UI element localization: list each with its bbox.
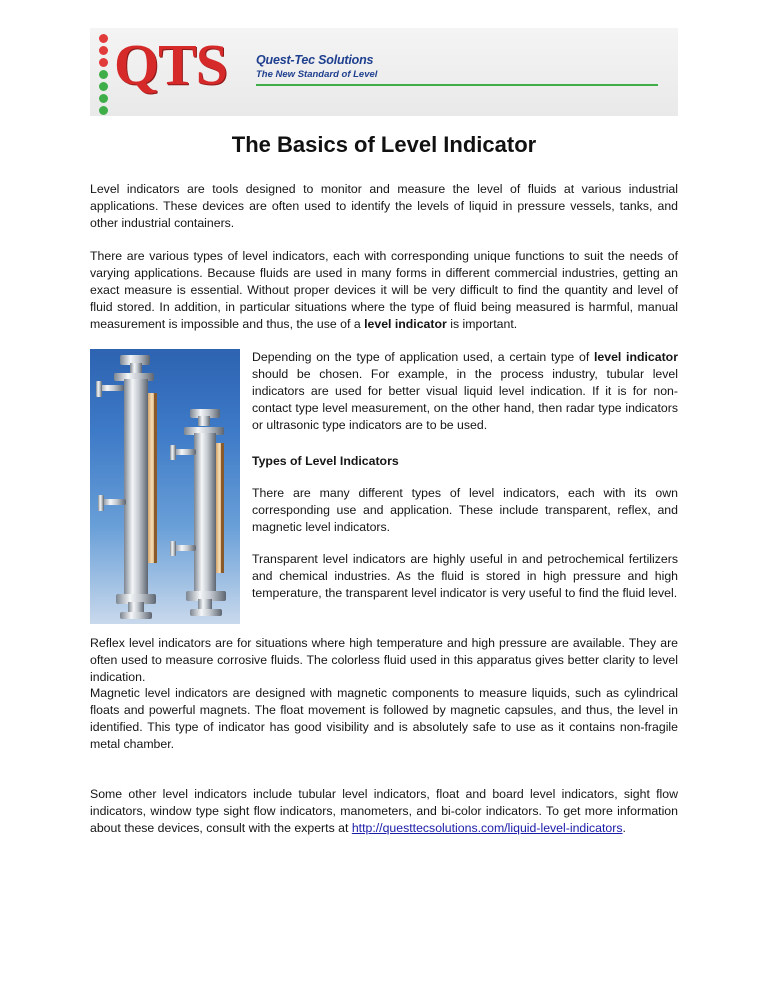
company-name: Quest-Tec Solutions (256, 53, 374, 67)
green-dot-icon (99, 106, 108, 115)
green-dot-icon (99, 94, 108, 103)
magnetic-paragraph: Magnetic level indicators are designed with magnetic components to measure liquids, such as cylindrical floats and powerful magnets. The float movement is followed by magnetic capsules, and thus, the level in identified. This type of indicator has good visibility and is absolutely safe to use as it contains non-fragile metal chamber. (90, 686, 678, 751)
page-title: The Basics of Level Indicator (231, 132, 537, 157)
logo-dots (99, 34, 111, 114)
company-logo: QTS (114, 32, 228, 97)
green-dot-icon (99, 82, 108, 91)
red-dot-icon (99, 58, 108, 67)
application-paragraph (252, 349, 678, 434)
types-paragraph (90, 248, 678, 333)
paragraph-text: . (622, 821, 626, 835)
red-dot-icon (99, 34, 108, 43)
company-tagline: The New Standard of Level (256, 69, 378, 80)
bold-keyword: level indicator (364, 317, 447, 331)
level-indicator-photo (90, 349, 240, 624)
types-list-paragraph: There are many different types of level indicators, each with its own corresponding use and application. These include transparent, reflex, and magnetic level indicators. (252, 486, 678, 534)
other-indicators-paragraph (90, 786, 678, 837)
red-dot-icon (99, 46, 108, 55)
paragraph-text: There are various types of level indicators, each with corresponding unique functions to suit the needs of varying applications. Because fluids are used in many forms in different commercial industries, getting an exact measure is essential. Without proper devices it will be very difficult to find the quantity and level of fluid stored. In addition, in particular situations where the type of fluid being measured is harmful, manual measurement is impossible and thus, the use of a (90, 249, 678, 331)
intro-paragraph: Level indicators are tools designed to monitor and measure the level of fluids at various industrial applications. These devices are often used to identify the levels of liquid in pressure vessels, tanks, and other industrial containers. (90, 182, 678, 230)
level-indicator-illustration (90, 349, 240, 624)
green-dot-icon (99, 70, 108, 79)
header-banner (90, 28, 678, 116)
section-heading: Types of Level Indicators (252, 454, 399, 468)
paragraph-text: should be chosen. For example, in the process industry, tubular level indicators are used for better visual liquid level indication. If it is for non-contact type level measurement, on the other hand, then radar type indicators or ultrasonic type indicators are to be used. (252, 367, 678, 432)
paragraph-text: Some other level indicators include tubular level indicators, float and board level indicators, sight flow indicators, window type sight flow indicators, manometers, and bi-color indicators. To get more information about these devices, consult with the experts at (90, 787, 678, 835)
bold-keyword: level indicator (593, 350, 678, 364)
paragraph-text: Depending on the type of application used, a certain type of (252, 350, 594, 364)
reflex-paragraph: Reflex level indicators are for situations where high temperature and high pressure are available. They are often used to measure corrosive fluids. The colorless fluid used in this apparatus gives better clarity to level indication. (90, 636, 678, 684)
website-link[interactable]: http://questtecsolutions.com/liquid-level-indicators (351, 821, 623, 835)
paragraph-text: is important. (446, 317, 518, 331)
header-divider (256, 84, 658, 86)
transparent-paragraph: Transparent level indicators are highly useful in and petrochemical fertilizers and chemical industries. As the fluid is stored in high pressure and high temperature, the transparent level indicator is very useful to find the fluid level. (252, 552, 678, 600)
